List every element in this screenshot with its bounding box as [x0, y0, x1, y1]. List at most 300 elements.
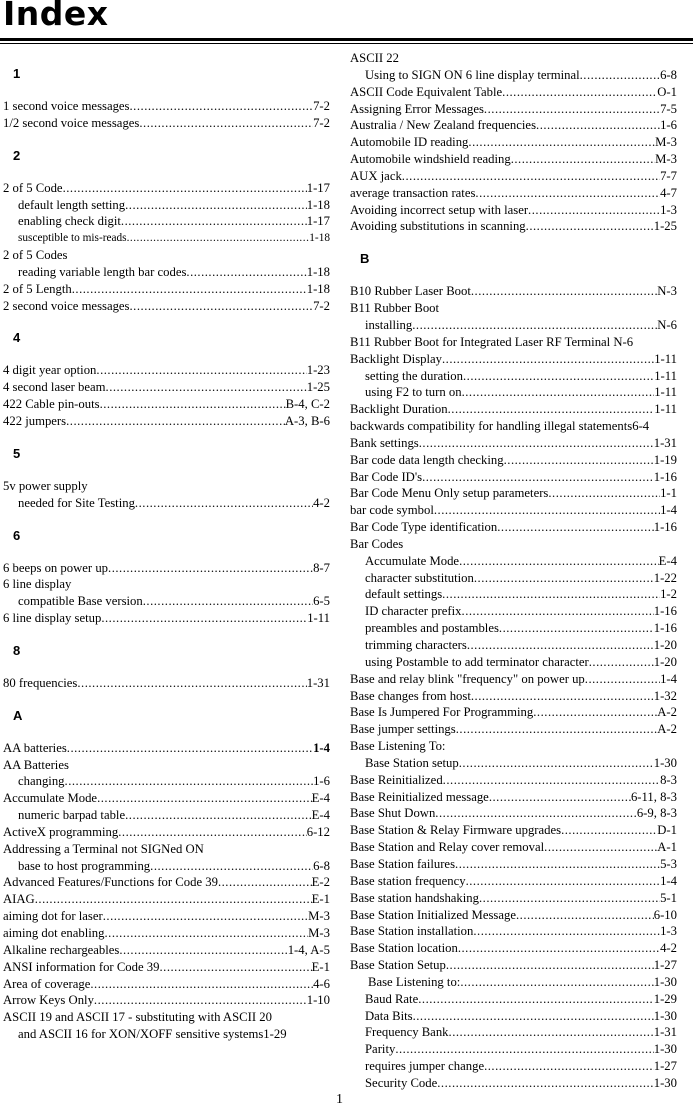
- dot-leader: [442, 586, 660, 603]
- index-entry-page: 1-4, A-5: [287, 942, 330, 957]
- index-entry-term: Base station handshaking: [350, 890, 479, 905]
- dot-leader: [580, 67, 660, 84]
- index-entry: [3, 396, 330, 413]
- index-entry-page: 6-9, 8-3: [636, 806, 677, 821]
- index-entry-page: 1-31: [653, 435, 677, 450]
- index-entry-page: 1-22: [653, 570, 677, 585]
- dot-leader: [528, 202, 660, 219]
- index-entry-page: 1-31: [653, 1025, 677, 1040]
- index-entry: [3, 925, 330, 942]
- index-entry: [350, 283, 677, 300]
- dot-leader: [402, 168, 660, 185]
- index-entry-page: 7-2: [313, 115, 330, 130]
- index-entry-term: Base Reinitialized message: [350, 789, 489, 804]
- index-entry: [350, 805, 677, 822]
- index-entry: [350, 873, 677, 890]
- section-spacer: [3, 132, 330, 148]
- section-spacer: [3, 692, 330, 708]
- index-entry-page: 1-6: [313, 774, 330, 789]
- index-entry: [350, 485, 677, 502]
- index-entry-page: D-1: [657, 823, 677, 838]
- section-spacer: [3, 544, 330, 560]
- dot-leader: [125, 197, 307, 214]
- index-column-left: [3, 50, 330, 1043]
- dot-leader: [77, 675, 306, 692]
- index-entry-page: 1-3: [660, 924, 677, 939]
- dot-leader: [435, 805, 637, 822]
- index-entry-page: 6-5: [313, 594, 330, 609]
- index-entry: [350, 502, 677, 519]
- index-entry-page: 5-3: [660, 856, 677, 871]
- index-entry-text: and ASCII 16 for XON/XOFF sensitive systems1-29: [18, 1027, 287, 1042]
- index-entry-page: 1-32: [653, 688, 677, 703]
- index-entry-page: 1-18: [309, 232, 330, 245]
- index-entry: [350, 654, 677, 671]
- index-entry-page: A-3, B-6: [284, 413, 330, 428]
- index-entry-term: Bar code data length checking: [350, 452, 504, 467]
- index-entry: [3, 807, 330, 824]
- index-entry-term: Advanced Features/Functions for Code 39: [3, 875, 218, 890]
- index-entry-page: 5-1: [660, 890, 677, 905]
- section-spacer: [350, 267, 677, 283]
- dot-leader: [218, 874, 312, 891]
- dot-leader: [101, 610, 307, 627]
- page-title: Index: [3, 0, 109, 33]
- index-entry-page: M-3: [655, 135, 677, 150]
- index-entry: [3, 298, 330, 315]
- dot-leader: [449, 1024, 654, 1041]
- index-entry: [350, 435, 677, 452]
- dot-leader: [395, 1041, 653, 1058]
- dot-leader: [150, 858, 313, 875]
- index-entry-term: aiming dot for laser: [3, 909, 103, 924]
- dot-leader: [104, 925, 308, 942]
- index-entry-page: A-1: [657, 840, 677, 855]
- index-entry-term: 1/2 second voice messages: [3, 115, 140, 130]
- index-entry: [3, 891, 330, 908]
- index-entry-page: M-3: [308, 926, 330, 940]
- section-spacer: [3, 659, 330, 675]
- dot-leader: [504, 452, 654, 469]
- dot-leader: [475, 185, 660, 202]
- index-entry-term: average transaction rates: [350, 185, 476, 200]
- index-entry: [350, 202, 677, 219]
- index-entry: [350, 134, 677, 151]
- index-entry-page: 4-6: [313, 976, 330, 991]
- dot-leader: [90, 976, 313, 993]
- index-entry-term: Avoiding incorrect setup with laser: [350, 202, 529, 217]
- index-entry: [350, 772, 677, 789]
- index-section-heading: B: [360, 251, 370, 267]
- index-entry-text: ASCII 22: [350, 51, 399, 65]
- index-entry-page: 6-10: [653, 907, 677, 922]
- dot-leader: [459, 755, 654, 772]
- index-entry-page: 1-30: [653, 755, 677, 770]
- index-entry-page: E-1: [311, 892, 330, 907]
- dot-leader: [159, 959, 311, 976]
- index-section-heading: 5: [13, 445, 21, 461]
- index-entry: [3, 230, 330, 247]
- index-entry: [350, 755, 677, 772]
- index-section-heading: 4: [13, 330, 21, 346]
- index-entry: [350, 384, 677, 401]
- dot-leader: [473, 923, 660, 940]
- dot-leader: [67, 740, 313, 757]
- dot-leader: [186, 264, 306, 281]
- index-entry: [3, 773, 330, 790]
- dot-leader: [455, 856, 660, 873]
- index-entry: [3, 824, 330, 841]
- dot-leader: [548, 485, 660, 502]
- index-entry-page: 1-16: [653, 604, 677, 619]
- index-entry-page: A-2: [657, 722, 677, 737]
- index-entry-page: 1-29: [653, 991, 677, 1006]
- index-entry-term: susceptible to mis-reads: [18, 232, 127, 245]
- index-entry-page: 1-11: [654, 351, 677, 366]
- dot-leader: [119, 942, 287, 959]
- index-entry-term: Arrow Keys Only: [3, 993, 94, 1008]
- index-entry-page: 1-11: [654, 368, 677, 383]
- page-number: 1: [336, 1092, 343, 1107]
- title-rule-thin: [0, 43, 693, 44]
- index-entry-term: Base changes from host: [350, 688, 471, 703]
- index-entry: [3, 874, 330, 891]
- dot-leader: [72, 281, 307, 298]
- dot-leader: [118, 824, 307, 841]
- index-entry-page: 1-4: [660, 503, 677, 518]
- index-entry-term: Frequency Bank: [365, 1025, 449, 1040]
- dot-leader: [589, 654, 654, 671]
- index-entry-page: M-3: [655, 152, 677, 167]
- index-entry-term: Security Code: [365, 1075, 438, 1090]
- dot-leader: [130, 98, 314, 115]
- index-entry-page: 1-23: [306, 363, 330, 378]
- index-entry-page: O-1: [657, 84, 677, 99]
- index-entry-page: 1-27: [653, 958, 677, 973]
- index-entry-page: 1-16: [653, 469, 677, 484]
- index-entry: [350, 368, 677, 385]
- index-entry-term: Base station frequency: [350, 873, 466, 888]
- index-entry: [350, 856, 677, 873]
- section-spacer: [3, 512, 330, 528]
- dot-leader: [412, 317, 657, 334]
- dot-leader: [434, 502, 660, 519]
- index-entry-term: numeric barpad table: [18, 808, 126, 823]
- index-entry-term: default settings: [365, 587, 443, 602]
- index-entry-term: 2 of 5 Code: [3, 180, 63, 195]
- index-entry: [350, 1041, 677, 1058]
- index-entry: [3, 197, 330, 214]
- index-entry-text: B11 Rubber Boot for Integrated Laser RF Terminal N-6: [350, 334, 634, 349]
- index-entry-term: Base and relay blink "frequency" on power up: [350, 671, 585, 686]
- index-entry-page: 7-7: [660, 168, 677, 183]
- index-entry-text: backwards compatibility for handling illegal statements6-4: [350, 419, 650, 434]
- index-section-heading: 6: [13, 527, 21, 543]
- index-entry: [3, 610, 330, 627]
- index-entry: [3, 379, 330, 396]
- index-entry-page: 1-19: [653, 452, 677, 467]
- index-entry-page: 1-18: [306, 264, 330, 279]
- index-entry-term: Backlight Display: [350, 351, 442, 366]
- index-section-heading: 8: [13, 642, 21, 658]
- index-entry: [3, 264, 330, 281]
- index-entry-page: 1-16: [653, 520, 677, 535]
- index-entry: [3, 180, 330, 197]
- index-entry-term: using F2 to turn on: [365, 385, 462, 400]
- index-entry-term: 80 frequencies: [3, 675, 78, 690]
- index-entry-page: N-6: [657, 317, 677, 332]
- index-entry: [350, 1058, 677, 1075]
- index-entry: [350, 570, 677, 587]
- dot-leader: [63, 180, 307, 197]
- section-spacer: [350, 235, 677, 251]
- index-entry-page: 1-4: [660, 873, 677, 888]
- index-section-heading: A: [13, 707, 23, 723]
- index-entry-term: changing: [18, 774, 65, 789]
- dot-leader: [94, 992, 307, 1009]
- index-entry: [350, 822, 677, 839]
- index-entry-term: 2 of 5 Length: [3, 281, 72, 296]
- index-entry: [350, 603, 677, 620]
- dot-leader: [121, 213, 307, 230]
- index-entry-page: 6-11, 8-3: [630, 789, 677, 804]
- index-entry: [350, 957, 677, 974]
- index-entry-term: Base Station and Relay cover removal: [350, 840, 545, 855]
- index-entry-page: 7-2: [313, 298, 330, 313]
- dot-leader: [125, 807, 312, 824]
- index-entry-text: Bar Codes: [350, 536, 404, 551]
- index-entry-term: Using to SIGN ON 6 line display terminal: [365, 67, 580, 82]
- index-entry-term: Bank settings: [350, 435, 419, 450]
- index-entry-page: 1-3: [660, 202, 677, 217]
- section-spacer: [3, 627, 330, 643]
- dot-leader: [135, 495, 313, 512]
- index-entry: [3, 593, 330, 610]
- index-entry-term: 422 jumpers: [3, 413, 67, 428]
- dot-leader: [130, 298, 314, 315]
- index-entry: [350, 117, 677, 134]
- index-entry-page: 6-12: [306, 824, 330, 839]
- dot-leader: [533, 704, 657, 721]
- dot-leader: [443, 772, 660, 789]
- index-entry-page: 1-4: [660, 671, 677, 686]
- index-section-heading: 1: [13, 66, 21, 81]
- dot-leader: [536, 117, 660, 134]
- index-entry-page: 8-7: [313, 560, 330, 575]
- index-entry-term: AIAG: [3, 892, 35, 907]
- index-entry: [350, 974, 677, 991]
- index-entry-term: Assigning Error Messages: [350, 101, 484, 116]
- index-entry-term: Bar Code Menu Only setup parameters: [350, 486, 549, 501]
- index-entry-term: ActiveX programming: [3, 824, 119, 839]
- index-entry-page: 4-7: [660, 185, 677, 200]
- dot-leader: [456, 721, 658, 738]
- index-column-right: [350, 50, 677, 1092]
- index-entry-term: needed for Site Testing: [18, 495, 135, 510]
- index-entry-page: 4-2: [313, 495, 330, 510]
- index-entry-term: B10 Rubber Laser Boot: [350, 284, 471, 299]
- dot-leader: [484, 1058, 654, 1075]
- index-entry-term: Backlight Duration: [350, 402, 448, 417]
- index-entry: [350, 84, 677, 101]
- dot-leader: [97, 790, 312, 807]
- index-entry: [3, 560, 330, 577]
- index-entry-page: 4-2: [660, 941, 677, 956]
- index-entry: [350, 1024, 677, 1041]
- dot-leader: [458, 940, 660, 957]
- index-entry-term: base to host programming: [18, 858, 151, 873]
- index-entry-term: Base Listening to:: [368, 974, 461, 989]
- dot-leader: [479, 890, 660, 907]
- index-entry-page: 1-18: [306, 197, 330, 212]
- index-entry-text: Base Listening To:: [350, 739, 446, 754]
- index-entry-term: Bar Code ID's: [350, 469, 423, 484]
- index-entry-page: 1-11: [654, 385, 677, 400]
- index-entry-page: 1-27: [653, 1059, 677, 1074]
- index-entry: [3, 858, 330, 875]
- index-entry-page: 1-2: [660, 587, 677, 602]
- index-entry-page: E-4: [311, 808, 330, 823]
- section-spacer: [3, 164, 330, 180]
- index-entry: [350, 620, 677, 637]
- index-entry: [350, 721, 677, 738]
- index-entry-term: 4 second laser beam: [3, 380, 106, 395]
- index-entry: [350, 317, 677, 334]
- dot-leader: [448, 401, 655, 418]
- index-entry-text: Addressing a Terminal not SIGNed ON: [3, 841, 204, 856]
- dot-leader: [437, 1075, 653, 1092]
- index-entry: [350, 519, 677, 536]
- dot-leader: [544, 839, 657, 856]
- index-entry-term: reading variable length bar codes: [18, 264, 187, 279]
- index-entry-term: Base Station setup: [365, 755, 459, 770]
- index-entry-term: Base Station failures: [350, 856, 456, 871]
- index-entry-term: enabling check digit: [18, 214, 121, 229]
- index-entry: [350, 923, 677, 940]
- index-entry-page: 1-17: [306, 214, 330, 229]
- index-entry-page: B-4, C-2: [285, 397, 330, 412]
- index-entry: [3, 740, 330, 757]
- dot-leader: [502, 84, 657, 101]
- index-entry-term: 4 digit year option: [3, 363, 97, 378]
- index-entry-term: compatible Base version: [18, 594, 143, 609]
- index-entry: [3, 362, 330, 379]
- index-entry-page: 1-17: [306, 180, 330, 195]
- index-entry: [350, 637, 677, 654]
- index-entry: [350, 704, 677, 721]
- index-entry: [3, 976, 330, 993]
- index-entry: [350, 168, 677, 185]
- index-entry: [3, 790, 330, 807]
- index-entry-term: Base Station & Relay Firmware upgrades: [350, 823, 562, 838]
- index-entry-page: 1-16: [653, 621, 677, 636]
- index-entry-page: 8-3: [660, 772, 677, 787]
- index-entry-text: B11 Rubber Boot: [350, 301, 440, 316]
- index-entry-page: A-2: [657, 705, 677, 720]
- index-entry-term: requires jumper change: [365, 1059, 485, 1074]
- index-entry: [350, 185, 677, 202]
- index-entry: [350, 101, 677, 118]
- dot-leader: [471, 688, 654, 705]
- index-entry-page: 1-25: [306, 380, 330, 395]
- index-entry: [3, 675, 330, 692]
- dot-leader: [442, 351, 654, 368]
- index-entry: [350, 940, 677, 957]
- index-entry: [350, 553, 677, 570]
- index-entry-term: Automobile ID reading: [350, 135, 469, 150]
- index-entry-text: 5v power supply: [3, 478, 88, 493]
- section-spacer: [3, 346, 330, 362]
- dot-leader: [96, 362, 306, 379]
- dot-leader: [516, 907, 654, 924]
- index-entry-term: Base Reinitialized: [350, 772, 443, 787]
- index-entry: [350, 890, 677, 907]
- dot-leader: [413, 1008, 654, 1025]
- index-entry-term: installing: [365, 317, 413, 332]
- section-spacer: [3, 314, 330, 330]
- index-entry-page: 1-18: [306, 281, 330, 296]
- index-entry: [3, 281, 330, 298]
- dot-leader: [103, 908, 308, 925]
- index-entry-page: N-3: [657, 284, 677, 299]
- index-entry-page: M-3: [308, 909, 330, 924]
- index-entry: [350, 452, 677, 469]
- index-entry-term: Accumulate Mode: [3, 791, 98, 806]
- index-entry: [3, 908, 330, 925]
- dot-leader: [489, 789, 631, 806]
- index-entry-page: 1-11: [307, 611, 330, 626]
- dot-leader: [65, 773, 314, 790]
- index-entry-text: 2 of 5 Codes: [3, 248, 68, 263]
- index-entry: [350, 401, 677, 418]
- index-entry-page: E-2: [311, 875, 330, 890]
- index-entry-page: E-4: [311, 791, 330, 806]
- dot-leader: [143, 593, 313, 610]
- index-entry-text: 6 line display: [3, 577, 72, 592]
- index-section-heading: 2: [13, 147, 21, 163]
- index-entry-term: Data Bits: [365, 1008, 413, 1023]
- dot-leader: [484, 101, 660, 118]
- index-entry: [350, 67, 677, 84]
- index-entry-term: Base Station location: [350, 941, 458, 956]
- dot-leader: [446, 957, 654, 974]
- section-spacer: [3, 430, 330, 446]
- index-entry-term: using Postamble to add terminator character: [365, 654, 589, 669]
- index-entry: [350, 907, 677, 924]
- dot-leader: [100, 396, 286, 413]
- dot-leader: [35, 891, 312, 908]
- dot-leader: [66, 413, 285, 430]
- dot-leader: [462, 603, 654, 620]
- index-entry-term: Alkaline rechargeables: [3, 942, 120, 957]
- index-entry-term: AUX jack: [350, 168, 402, 183]
- index-entry: [350, 1075, 677, 1092]
- dot-leader: [418, 991, 654, 1008]
- index-entry-page: 1-11: [654, 402, 677, 417]
- index-entry-term: Base Shut Down: [350, 806, 436, 821]
- index-entry-term: Baud Rate: [365, 991, 419, 1006]
- index-entry: [350, 1008, 677, 1025]
- index-entry-term: Base Station installation: [350, 924, 474, 939]
- index-entry-term: ID character prefix: [365, 604, 462, 619]
- dot-leader: [526, 218, 654, 235]
- index-entry-term: Australia / New Zealand frequencies: [350, 118, 537, 133]
- section-spacer: [3, 462, 330, 478]
- index-entry-term: Area of coverage: [3, 976, 91, 991]
- index-entry: [350, 351, 677, 368]
- index-entry: [3, 213, 330, 230]
- index-entry: [350, 671, 677, 688]
